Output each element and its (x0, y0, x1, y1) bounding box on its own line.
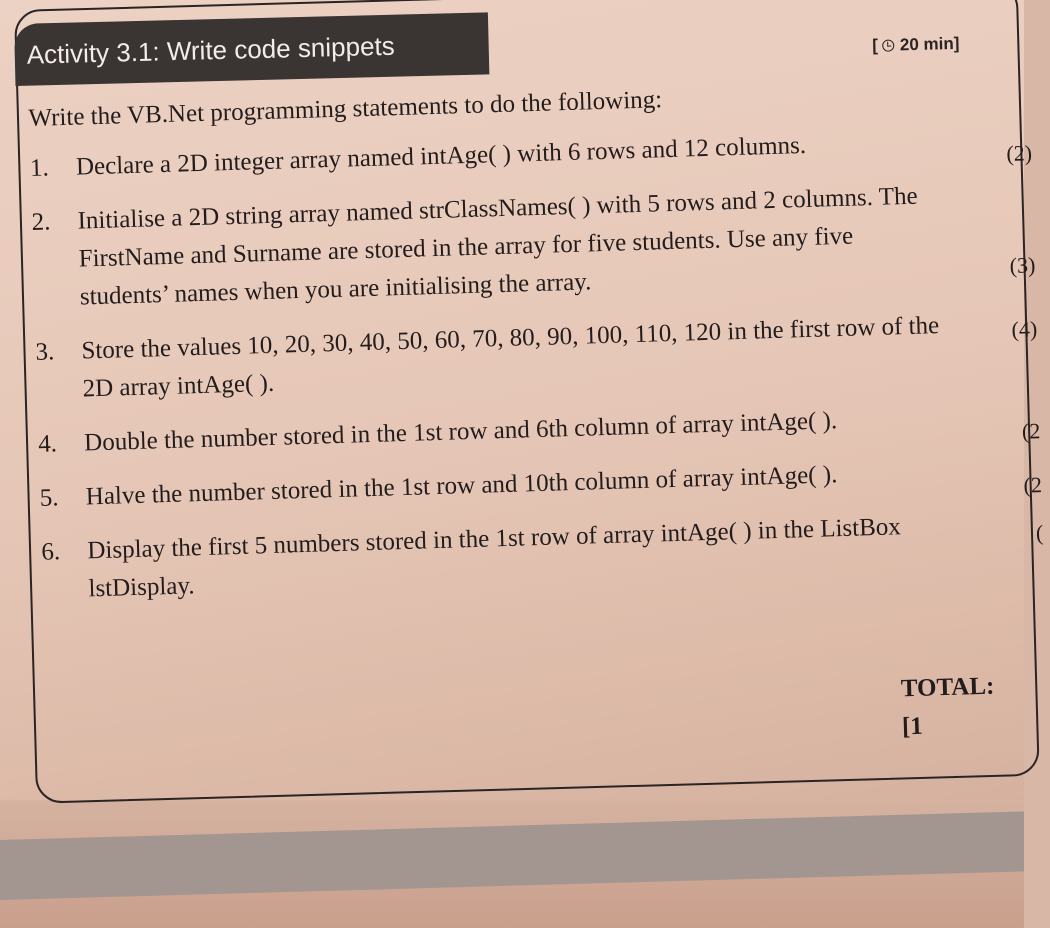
question-item (31, 177, 1036, 318)
question-text: Declare a 2D integer array named intAge( ) with 6 rows and 12 columns. (75, 131, 807, 181)
question-item (37, 399, 1041, 464)
question-marks: (3) (1009, 252, 1036, 278)
question-item (41, 507, 1044, 610)
question-item (39, 453, 1043, 518)
question-marks: (2 (1021, 418, 1041, 444)
question-number: 5. (39, 484, 59, 512)
time-indicator (872, 34, 960, 56)
intro-text: Write the VB.Net programming statements to do the following: (28, 86, 663, 132)
question-number: 3. (35, 338, 55, 366)
time-bracket: [ (872, 35, 879, 55)
question-number: 1. (29, 154, 50, 182)
question-marks: (4) (1011, 316, 1038, 342)
question-text: Store the values 10, 20, 30, 40, 50, 60, 70, 80, 90, 100, 110, 120 in the first row of the 2D array intAge( ). (81, 312, 940, 403)
question-text: Initialise a 2D string array named strClassNames( ) with 5 rows and 2 columns. The FirstName and Surname are stored in the array for five students. Use any five students’ names when you are initialising the array. (77, 182, 918, 311)
question-number: 4. (37, 430, 58, 458)
total-marks: TOTAL: [1 (900, 672, 995, 741)
question-text: Double the number stored in the 1st row and 6th column of array intAge( ). (83, 407, 838, 457)
question-text: Display the first 5 numbers stored in the 1st row of array intAge( ) in the ListBox lstDisplay. (87, 513, 902, 603)
clock-icon (882, 39, 894, 51)
activity-content (28, 72, 1044, 741)
activity-title: Activity 3.1: Write code snippets (26, 30, 396, 70)
question-item (35, 307, 1038, 410)
question-number: 2. (31, 208, 51, 236)
activity-header (14, 12, 489, 86)
question-marks: (2) (1005, 140, 1033, 166)
question-number: 6. (41, 538, 61, 566)
question-text: Halve the number stored in the 1st row and 10th column of array intAge( ). (85, 461, 838, 511)
time-value: 20 min] (899, 33, 960, 55)
question-marks: (2 (1023, 472, 1043, 498)
question-marks: ( (1035, 520, 1044, 546)
